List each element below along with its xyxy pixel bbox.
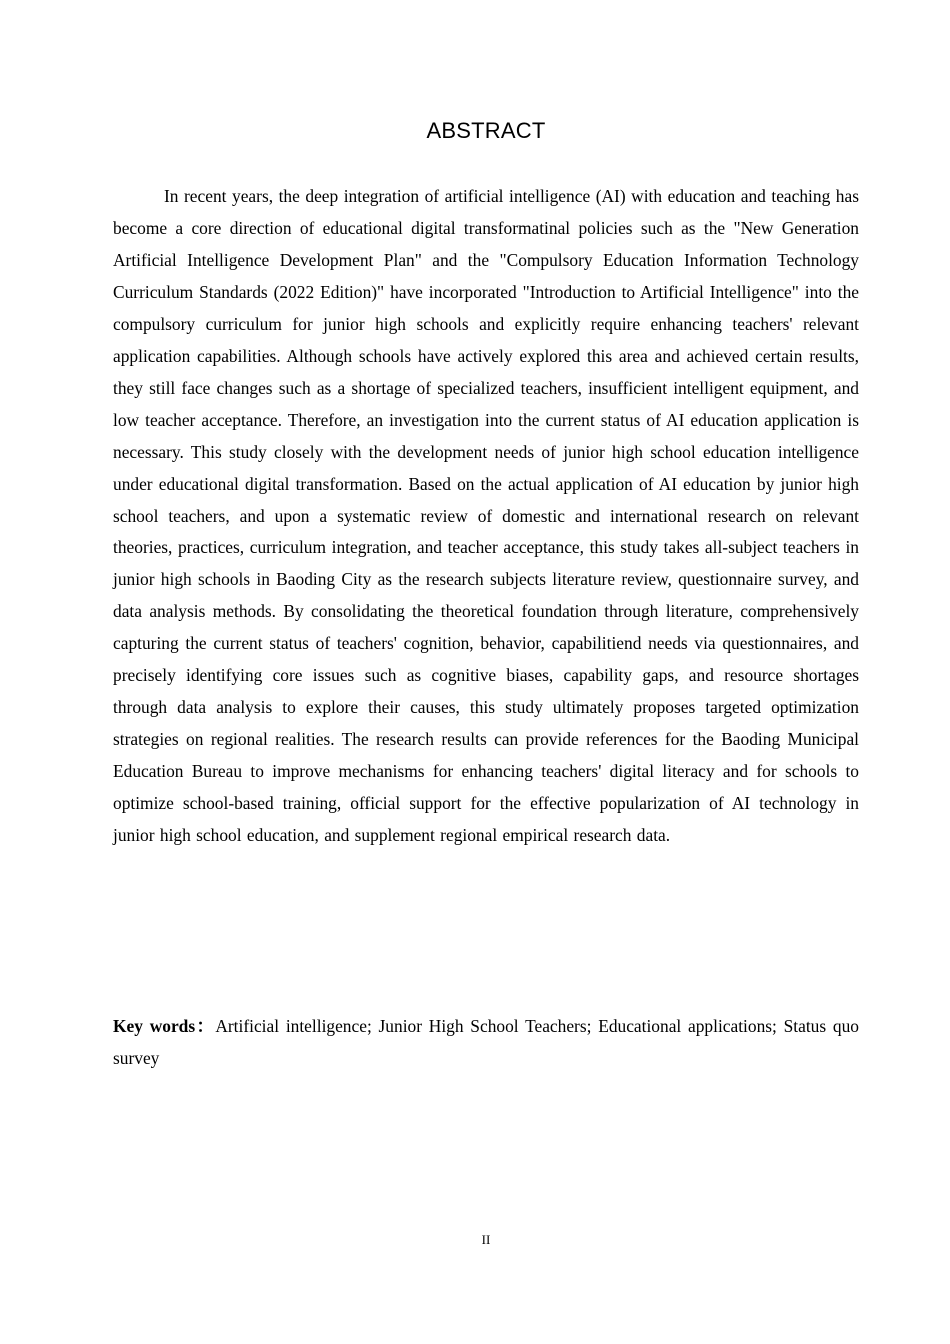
keywords-label: Key words：: [113, 1016, 216, 1036]
keywords-line: [113, 1010, 859, 1074]
keywords-list: Artificial intelligence; Junior High School Teachers; Educational applications; Status quo survey: [113, 1016, 859, 1068]
page-number: II: [481, 1232, 491, 1247]
abstract-title: ABSTRACT: [426, 118, 546, 143]
abstract-paragraph: In recent years, the deep integration of artificial intelligence (AI) with education and teaching has become a core direction of educational digital transformatinal policies such as the "New Generation Artificial Intelligence Development Plan" and the "Compulsory Education Information Technology Curriculum Standards (2022 Edition)" have incorporated "Introduction to Artificial Intelligence" into the compulsory curriculum for junior high schools and explicitly require enhancing teachers' relevant application capabilities. Although schools have actively explored this area and achieved certain results, they still face changes such as a shortage of specialized teachers, insufficient intelligent equipment, and low teacher acceptance. Therefore, an investigation into the current status of AI education application is necessary. This study closely with the development needs of junior high school education intelligence under educational digital transformation. Based on the actual application of AI education by junior high school teachers, and upon a systematic review of domestic and international research on relevant theories, practices, curriculum integration, and teacher acceptance, this study takes all-subject teachers in junior high schools in Baoding City as the research subjects literature review, questionnaire survey, and data analysis methods. By consolidating the theoretical foundation through literature, comprehensively capturing the current status of teachers' cognition, behavior, capabilitiend needs via questionnaires, and precisely identifying core issues such as cognitive biases, capability gaps, and resource shortages through data analysis to explore their causes, this study ultimately proposes targeted optimization strategies on regional realities. The research results can provide references for the Baoding Municipal Education Bureau to improve mechanisms for enhancing teachers' digital literacy and for schools to optimize school-based training, official support for the effective popularization of AI technology in junior high school education, and supplement regional empirical research data.: [113, 186, 859, 846]
